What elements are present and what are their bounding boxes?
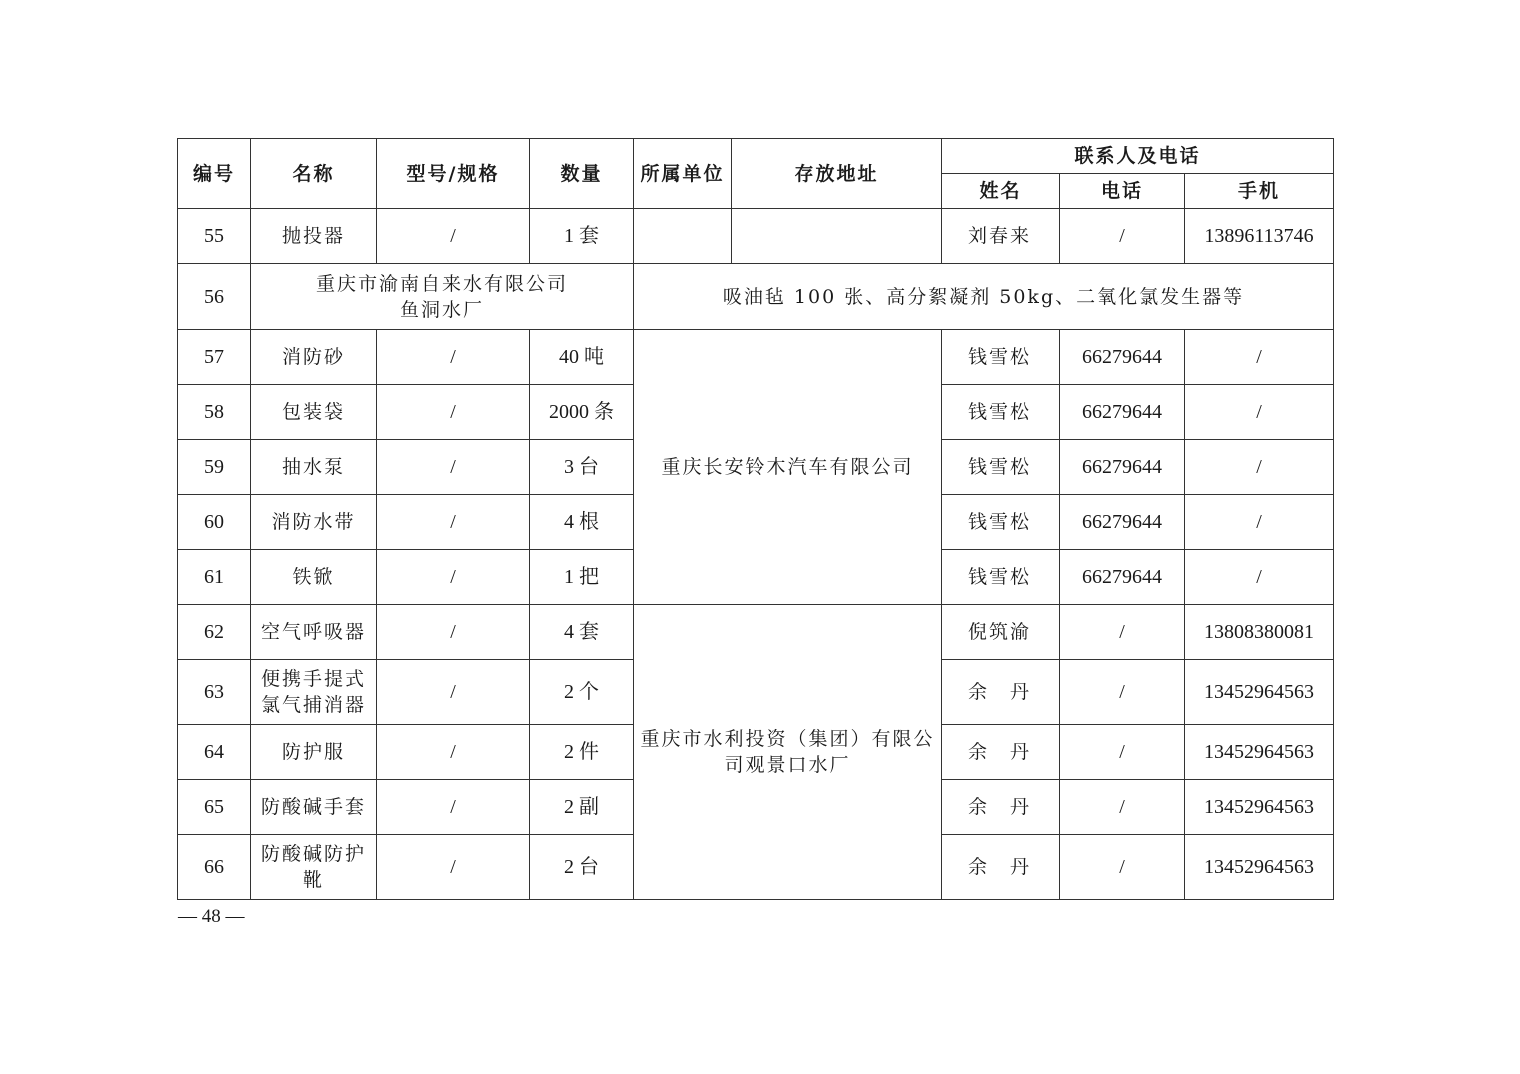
row-contact: 钱雪松 <box>942 495 1060 550</box>
row-contact: 钱雪松 <box>942 550 1060 605</box>
row-qty: 2 副 <box>530 780 634 835</box>
row-mobile: / <box>1185 550 1334 605</box>
row-model: / <box>377 835 530 900</box>
row-id: 63 <box>178 660 251 725</box>
row-qty: 4 套 <box>530 605 634 660</box>
row-id: 61 <box>178 550 251 605</box>
row-model: / <box>377 725 530 780</box>
row-name: 空气呼吸器 <box>251 605 377 660</box>
row-qty: 2000 条 <box>530 385 634 440</box>
row-phone: / <box>1060 660 1185 725</box>
row-phone: / <box>1060 780 1185 835</box>
row-unit <box>634 209 732 264</box>
row-phone: 66279644 <box>1060 550 1185 605</box>
row-model: / <box>377 660 530 725</box>
row-mobile: / <box>1185 385 1334 440</box>
row-phone: / <box>1060 835 1185 900</box>
row-qty: 2 台 <box>530 835 634 900</box>
row-qty: 2 件 <box>530 725 634 780</box>
row-phone: 66279644 <box>1060 440 1185 495</box>
row-contact: 钱雪松 <box>942 440 1060 495</box>
row-id: 56 <box>178 264 251 330</box>
row-model: / <box>377 330 530 385</box>
row-contact: 余 丹 <box>942 835 1060 900</box>
row-model: / <box>377 495 530 550</box>
row-id: 60 <box>178 495 251 550</box>
row-contact: 钱雪松 <box>942 330 1060 385</box>
header-unit: 所属单位 <box>634 139 732 209</box>
row-desc: 吸油毡 100 张、高分絮凝剂 50kg、二氧化氯发生器等 <box>634 264 1334 330</box>
row-mobile: 13452964563 <box>1185 660 1334 725</box>
row-qty: 4 根 <box>530 495 634 550</box>
row-id: 58 <box>178 385 251 440</box>
row-id: 65 <box>178 780 251 835</box>
row-model: / <box>377 385 530 440</box>
row-contact: 余 丹 <box>942 725 1060 780</box>
header-address: 存放地址 <box>732 139 942 209</box>
row-model: / <box>377 209 530 264</box>
row-name: 便携手提式 氯气捕消器 <box>251 660 377 725</box>
row-id: 55 <box>178 209 251 264</box>
table-body <box>178 139 1334 900</box>
row-name: 防酸碱防护 靴 <box>251 835 377 900</box>
row-qty: 2 个 <box>530 660 634 725</box>
header-phone: 电话 <box>1060 174 1185 209</box>
page-number: — 48 — <box>178 906 245 927</box>
row-phone: / <box>1060 725 1185 780</box>
row-name: 包装袋 <box>251 385 377 440</box>
row-model: / <box>377 605 530 660</box>
row-org: 重庆市渝南自来水有限公司 鱼洞水厂 <box>251 264 634 330</box>
row-mobile: 13452964563 <box>1185 725 1334 780</box>
table-row <box>178 209 1334 264</box>
header-model: 型号/规格 <box>377 139 530 209</box>
row-name: 防酸碱手套 <box>251 780 377 835</box>
row-mobile: 13452964563 <box>1185 835 1334 900</box>
row-name: 防护服 <box>251 725 377 780</box>
row-phone: 66279644 <box>1060 495 1185 550</box>
table-row <box>178 605 1334 660</box>
row-mobile: 13452964563 <box>1185 780 1334 835</box>
header-contact: 联系人及电话 <box>942 139 1334 174</box>
header-contact-name: 姓名 <box>942 174 1060 209</box>
row-mobile: / <box>1185 330 1334 385</box>
row-address <box>732 209 942 264</box>
row-id: 59 <box>178 440 251 495</box>
equipment-table <box>177 138 1334 900</box>
row-contact: 余 丹 <box>942 780 1060 835</box>
row-name: 消防水带 <box>251 495 377 550</box>
row-qty: 1 套 <box>530 209 634 264</box>
row-id: 57 <box>178 330 251 385</box>
row-name: 抽水泵 <box>251 440 377 495</box>
row-contact: 倪筑渝 <box>942 605 1060 660</box>
header-id: 编号 <box>178 139 251 209</box>
row-contact: 刘春来 <box>942 209 1060 264</box>
row-mobile: 13896113746 <box>1185 209 1334 264</box>
row-name: 消防砂 <box>251 330 377 385</box>
row-contact: 余 丹 <box>942 660 1060 725</box>
row-name: 铁锨 <box>251 550 377 605</box>
row-phone: / <box>1060 605 1185 660</box>
header-name: 名称 <box>251 139 377 209</box>
row-qty: 40 吨 <box>530 330 634 385</box>
group-unit-guanjingkou: 重庆市水利投资（集团）有限公 司观景口水厂 <box>634 605 942 900</box>
table-row <box>178 330 1334 385</box>
row-mobile: / <box>1185 495 1334 550</box>
row-contact: 钱雪松 <box>942 385 1060 440</box>
row-qty: 1 把 <box>530 550 634 605</box>
row-qty: 3 台 <box>530 440 634 495</box>
row-phone: / <box>1060 209 1185 264</box>
row-name: 抛投器 <box>251 209 377 264</box>
header-qty: 数量 <box>530 139 634 209</box>
row-model: / <box>377 780 530 835</box>
row-id: 64 <box>178 725 251 780</box>
row-model: / <box>377 550 530 605</box>
header-row <box>178 139 1334 174</box>
row-phone: 66279644 <box>1060 330 1185 385</box>
group-unit-changan: 重庆长安铃木汽车有限公司 <box>634 330 942 605</box>
header-mobile: 手机 <box>1185 174 1334 209</box>
row-mobile: 13808380081 <box>1185 605 1334 660</box>
row-phone: 66279644 <box>1060 385 1185 440</box>
table-row <box>178 264 1334 330</box>
row-id: 66 <box>178 835 251 900</box>
row-model: / <box>377 440 530 495</box>
row-id: 62 <box>178 605 251 660</box>
row-mobile: / <box>1185 440 1334 495</box>
